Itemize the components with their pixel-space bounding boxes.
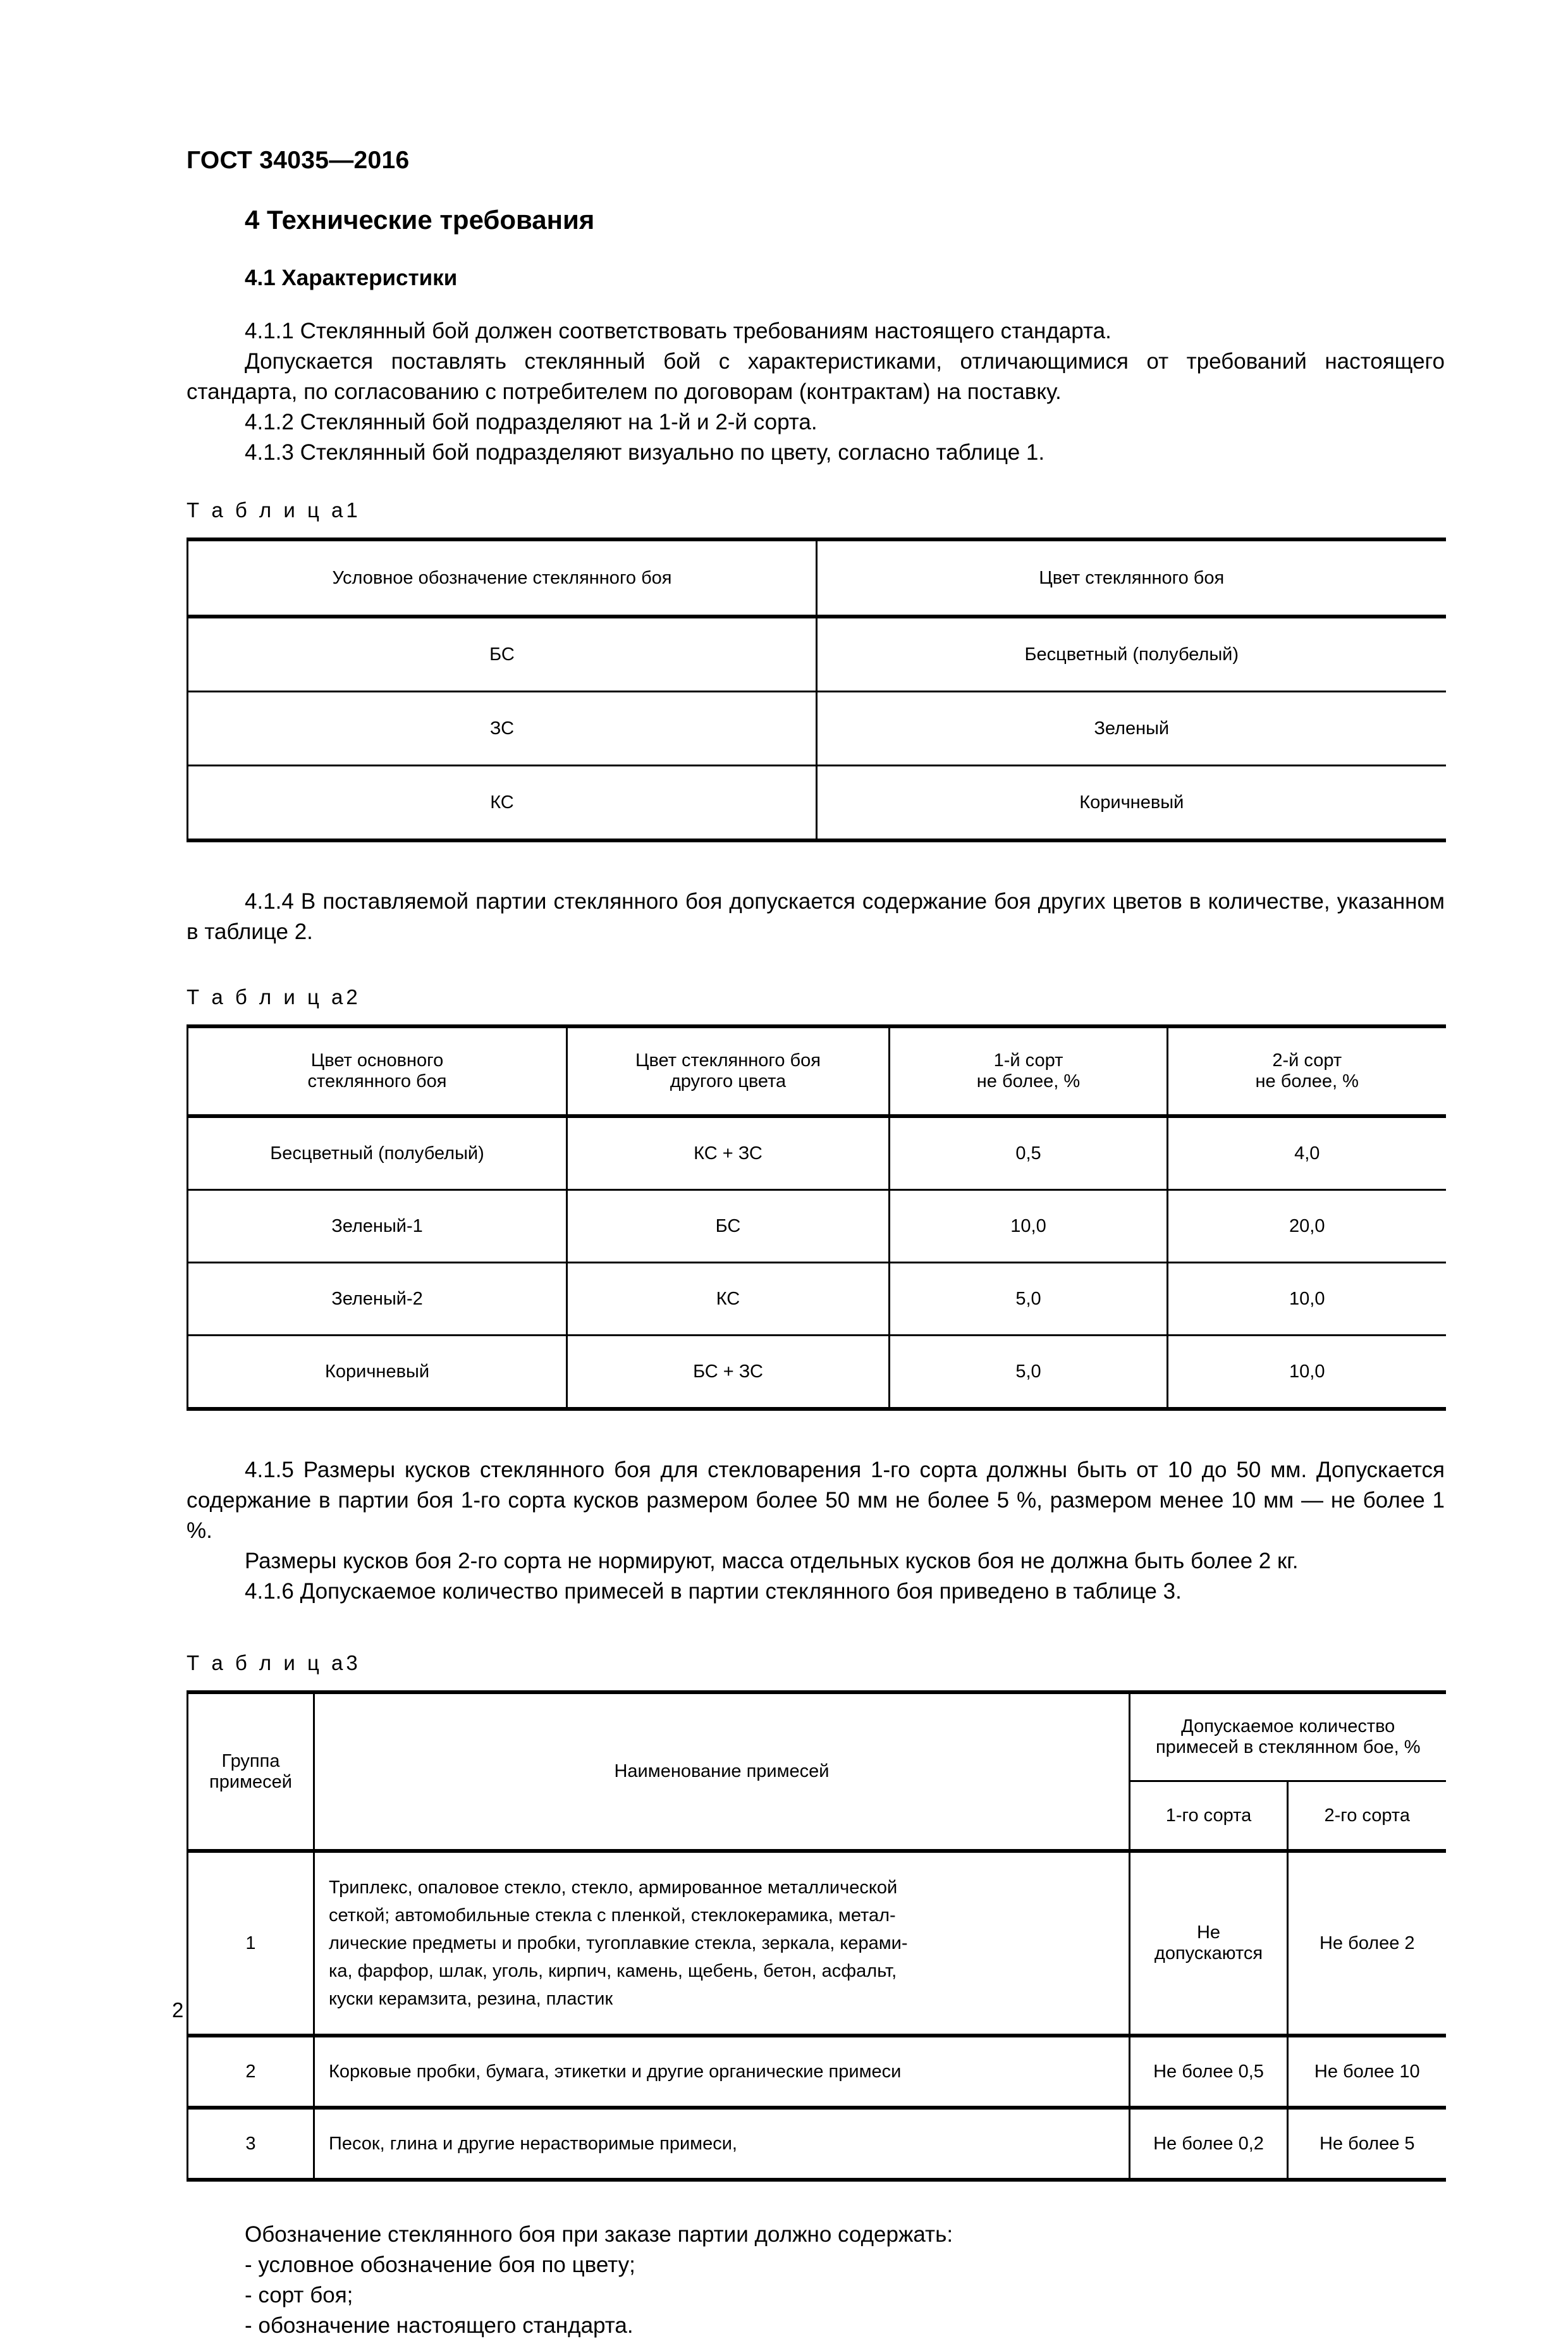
- header-line: Цвет основного: [310, 1050, 444, 1071]
- document-header-standard-id: ГОСТ 34035—2016: [187, 147, 410, 174]
- table-2-cell-grade-2: 10,0: [1168, 1263, 1446, 1336]
- table-1-head: [188, 539, 1446, 617]
- table-3-cell-name: Корковые пробки, бумага, этикетки и другие органические примеси: [314, 2036, 1130, 2108]
- table-1-cell-color: Бесцветный (полубелый): [817, 617, 1446, 692]
- table-3-cell-grade-2: Не более 5: [1288, 2108, 1446, 2180]
- table-3-header-grade-1: 1-го сорта: [1130, 1781, 1288, 1852]
- table-2-cell-main-color: Зеленый-1: [188, 1190, 567, 1263]
- value-line: Не: [1196, 1922, 1221, 1943]
- table-2-header-other-color: [567, 1026, 890, 1116]
- table-3-cell-grade-1: Не более 0,2: [1130, 2108, 1288, 2180]
- header-line: другого цвета: [670, 1071, 787, 1091]
- table-1-header-designation: Условное обозначение стеклянного боя: [188, 539, 817, 617]
- table-1-cell-color: Зеленый: [817, 692, 1446, 766]
- header-line: 1-й сорт: [993, 1050, 1063, 1071]
- table-row: [188, 1692, 1446, 1781]
- table-3-cell-grade-2: Не более 10: [1288, 2036, 1446, 2108]
- closing-list-item: - сорт боя;: [245, 2283, 353, 2307]
- table-2-cell-other-color: БС + ЗС: [567, 1336, 890, 1410]
- header-line: примесей: [209, 1771, 292, 1792]
- table-row: [188, 539, 1446, 617]
- paragraph-4-1-1-continued: Допускается поставлять стеклянный бой с характеристиками, отличающимися от требований настоящего стандарта, по согласованию с потребителем по договорам (контрактам) на поставку.: [187, 349, 1445, 404]
- header-line: Цвет стеклянного боя: [635, 1050, 821, 1071]
- table-row: [188, 617, 1446, 692]
- table-2-caption-number: 2: [346, 985, 358, 1009]
- paragraph-4-1-2: 4.1.2 Стеклянный бой подразделяют на 1-й и 2-й сорта.: [245, 410, 818, 434]
- table-3-cell-grade-2: Не более 2: [1288, 1851, 1446, 2036]
- table-3-body: [188, 1851, 1446, 2180]
- table-2-cell-main-color: Бесцветный (полубелый): [188, 1116, 567, 1190]
- table-1-caption: [187, 498, 1445, 522]
- table-1-caption-number: 1: [346, 498, 358, 522]
- table-3-head: [188, 1692, 1446, 1851]
- table-3-cell-group: 2: [188, 2036, 314, 2108]
- table-2-cell-other-color: КС + ЗС: [567, 1116, 890, 1190]
- document-body: [187, 190, 1445, 2341]
- table-row: [188, 2108, 1446, 2180]
- table-2-caption: [187, 985, 1445, 1009]
- table-3-cell-group: 1: [188, 1851, 314, 2036]
- section-heading: 4 Технические требования: [245, 205, 595, 235]
- paragraph-4-1-4: 4.1.4 В поставляемой партии стеклянного боя допускается содержание боя других цветов в количестве, указанном в таблице 2.: [187, 889, 1445, 944]
- table-1: [187, 538, 1446, 842]
- header-line: примесей в стеклянном бое, %: [1155, 1737, 1421, 1757]
- name-line: куски керамзита, резина, пластик: [329, 1989, 613, 2009]
- table-3-header-name: Наименование примесей: [314, 1692, 1130, 1851]
- table-3-cell-name: Песок, глина и другие нерастворимые примеси,: [314, 2108, 1130, 2180]
- table-3-cell-name: [314, 1851, 1130, 2036]
- table-2-cell-grade-1: 5,0: [890, 1263, 1168, 1336]
- table-3-cell-grade-1: [1130, 1851, 1288, 2036]
- header-line: Группа: [221, 1750, 280, 1771]
- table-2-body: [188, 1116, 1446, 1409]
- name-line: Триплекс, опаловое стекло, стекло, армированное металлической: [329, 1877, 898, 1898]
- table-row: [188, 692, 1446, 766]
- header-line: стеклянного боя: [307, 1071, 447, 1091]
- paragraph-4-1-6: 4.1.6 Допускаемое количество примесей в партии стеклянного боя приведено в таблице 3.: [245, 1579, 1182, 1604]
- table-row: [188, 2036, 1446, 2108]
- header-line: 2-й сорт: [1272, 1050, 1342, 1071]
- table-row: [188, 766, 1446, 841]
- table-row: [188, 1116, 1446, 1190]
- table-2-cell-grade-2: 20,0: [1168, 1190, 1446, 1263]
- table-1-cell-designation: БС: [188, 617, 817, 692]
- table-row: [188, 1851, 1446, 2036]
- name-line: ка, фарфор, шлак, уголь, кирпич, камень, щебень, бетон, асфальт,: [329, 1961, 897, 1981]
- table-2-cell-other-color: БС: [567, 1190, 890, 1263]
- subsection-heading: 4.1 Характеристики: [245, 266, 458, 290]
- table-2-cell-grade-2: 10,0: [1168, 1336, 1446, 1410]
- header-line: не более, %: [976, 1071, 1081, 1091]
- table-row: [188, 1263, 1446, 1336]
- name-line: лические предметы и пробки, тугоплавкие стекла, зеркала, керами-: [329, 1933, 908, 1953]
- value-line: допускаются: [1154, 1943, 1263, 1963]
- header-line: не более, %: [1255, 1071, 1359, 1091]
- paragraph-4-1-1: 4.1.1 Стеклянный бой должен соответствовать требованиям настоящего стандарта.: [245, 319, 1112, 343]
- table-2-header-main-color: [188, 1026, 567, 1116]
- table-2-cell-grade-1: 10,0: [890, 1190, 1168, 1263]
- page-number: 2: [172, 1998, 184, 2022]
- closing-list-item: - условное обозначение боя по цвету;: [245, 2252, 635, 2277]
- table-2-cell-grade-1: 0,5: [890, 1116, 1168, 1190]
- table-2-caption-word: Т а б л и ц а: [187, 985, 346, 1009]
- table-row: [188, 1026, 1446, 1116]
- closing-list-item: - обозначение настоящего стандарта.: [245, 2313, 634, 2338]
- paragraph-4-1-5-continued: Размеры кусков боя 2-го сорта не нормируют, масса отдельных кусков боя не должна быть более 2 кг.: [245, 1549, 1299, 1573]
- table-2-cell-grade-1: 5,0: [890, 1336, 1168, 1410]
- table-2-cell-grade-2: 4,0: [1168, 1116, 1446, 1190]
- table-2-cell-main-color: Зеленый-2: [188, 1263, 567, 1336]
- table-1-body: [188, 617, 1446, 840]
- table-3-cell-grade-1: Не более 0,5: [1130, 2036, 1288, 2108]
- table-3-cell-group: 3: [188, 2108, 314, 2180]
- table-3-header-allowed-amount: [1130, 1692, 1446, 1781]
- table-1-header-color: Цвет стеклянного боя: [817, 539, 1446, 617]
- table-3-caption: [187, 1651, 1445, 1675]
- table-3-header-group: [188, 1692, 314, 1851]
- table-1-caption-word: Т а б л и ц а: [187, 498, 346, 522]
- table-row: [188, 1190, 1446, 1263]
- table-3-caption-word: Т а б л и ц а: [187, 1651, 346, 1674]
- table-row: [188, 1336, 1446, 1410]
- table-2-cell-main-color: Коричневый: [188, 1336, 567, 1410]
- name-line: сеткой; автомобильные стекла с пленкой, стеклокерамика, метал-: [329, 1905, 896, 1926]
- table-1-cell-designation: ЗС: [188, 692, 817, 766]
- table-2: [187, 1024, 1446, 1411]
- table-2-cell-other-color: КС: [567, 1263, 890, 1336]
- table-2-header-grade-2: [1168, 1026, 1446, 1116]
- table-3-caption-number: 3: [346, 1651, 358, 1674]
- paragraph-4-1-5: 4.1.5 Размеры кусков стеклянного боя для стекловарения 1-го сорта должны быть от 10 до 50 мм. Допускается содержание в партии боя 1-го сорта кусков размером более 50 мм не более 5 %, размером менее 10 мм — не более 1 %.: [187, 1458, 1445, 1543]
- header-line: Допускаемое количество: [1181, 1716, 1395, 1736]
- closing-intro: Обозначение стеклянного боя при заказе партии должно содержать:: [245, 2222, 953, 2247]
- table-1-cell-designation: КС: [188, 766, 817, 841]
- table-2-head: [188, 1026, 1446, 1116]
- table-3-header-grade-2: 2-го сорта: [1288, 1781, 1446, 1852]
- table-1-cell-color: Коричневый: [817, 766, 1446, 841]
- paragraph-4-1-3: 4.1.3 Стеклянный бой подразделяют визуально по цвету, согласно таблице 1.: [245, 440, 1045, 465]
- table-3: [187, 1690, 1446, 2182]
- table-2-header-grade-1: [890, 1026, 1168, 1116]
